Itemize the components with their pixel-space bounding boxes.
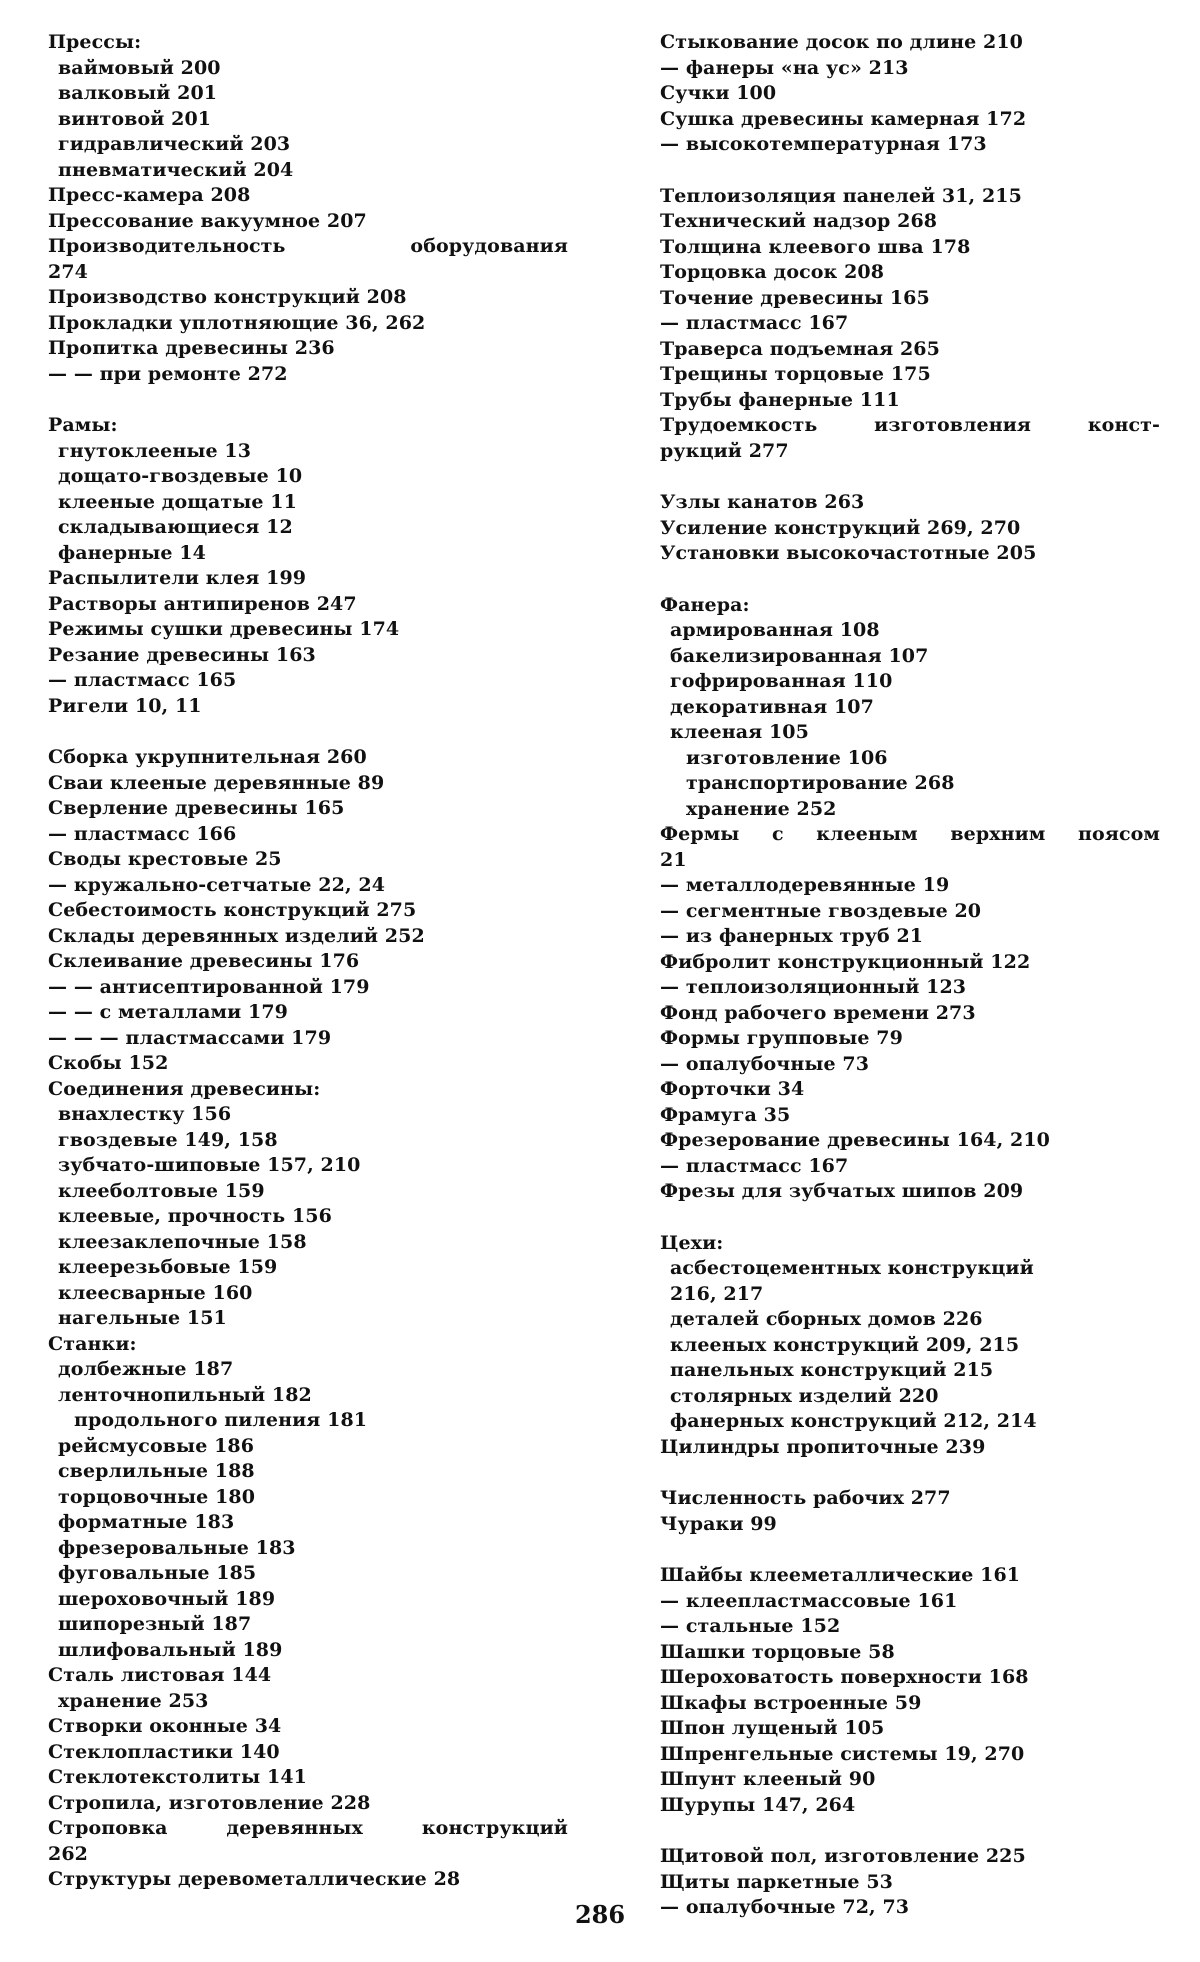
index-entry: Структуры деревометаллические 28 (48, 1868, 461, 1890)
index-entry: Фрамуга 35 (660, 1103, 791, 1126)
index-entry: Производство конструкций 208 (48, 286, 407, 308)
index-entry: Сталь листовая 144 (48, 1664, 272, 1686)
index-entry: — — при ремонте 272 (48, 362, 288, 385)
index-entry: Численность рабочих 277 (660, 1487, 951, 1509)
index-entry: рейсмусовые 186 (58, 1434, 255, 1457)
index-entry: — пластмасс 167 (660, 1154, 849, 1177)
index-entry: — из фанерных труб 21 (660, 925, 924, 947)
index-entry: шлифовальный 189 (58, 1638, 283, 1661)
index-entry: армированная 108 (670, 619, 880, 641)
index-entry: Стыкование досок по длине 210 (660, 31, 1023, 53)
index-gap (660, 158, 1160, 184)
index-entry: Ригели 10, 11 (48, 694, 202, 717)
index-entry: Технический надзор 268 (660, 210, 938, 232)
index-entry: Стеклотекстолиты 141 (48, 1766, 307, 1788)
index-entry: гидравлический 203 (58, 133, 291, 155)
index-entry: Сушка древесины камерная 172 (660, 107, 1027, 130)
index-entry: панельных конструкций 215 (670, 1359, 994, 1381)
index-entry: 216, 217 (670, 1282, 764, 1305)
index-entry: Производительность оборудования (48, 235, 568, 257)
index-entry: Станки: (48, 1332, 137, 1355)
index-entry: — пластмасс 167 (660, 312, 849, 334)
index-entry: Усиление конструкций 269, 270 (660, 516, 1021, 539)
index-entry: нагельные 151 (58, 1307, 227, 1329)
index-entry: Прессование вакуумное 207 (48, 209, 367, 232)
index-entry: Формы групповые 79 (660, 1027, 903, 1049)
index-entry: клееболтовые 159 (58, 1179, 265, 1202)
index-entry: валковый 201 (58, 82, 218, 104)
index-entry: — кружально-сетчатые 22, 24 (48, 873, 386, 896)
index-entry: Теплоизоляция панелей 31, 215 (660, 184, 1022, 207)
index-gap (660, 567, 1160, 593)
index-column-right (660, 30, 1160, 1921)
index-entry: клееных конструкций 209, 215 (670, 1333, 1020, 1356)
index-entry: Торцовка досок 208 (660, 261, 885, 283)
index-entry: Склады деревянных изделий 252 (48, 924, 425, 947)
index-entry: пневматический 204 (58, 158, 294, 181)
index-entry: Точение древесины 165 (660, 286, 930, 309)
index-entry: асбестоцементных конструкций (670, 1257, 1034, 1279)
index-entry: Установки высокочастотные 205 (660, 542, 1037, 564)
index-entry: столярных изделий 220 (670, 1384, 939, 1407)
index-entry: Фермы с клееным верхним поясом (660, 823, 1160, 845)
index-entry: — фанеры «на ус» 213 (660, 56, 909, 79)
index-entry: Фанера: (660, 593, 750, 616)
index-entry: хранение 252 (686, 797, 837, 820)
index-entry: Шпренгельные системы 19, 270 (660, 1742, 1025, 1765)
index-entry: Шайбы клееметаллические 161 (660, 1564, 1021, 1586)
index-entry: Пресс-камера 208 (48, 184, 251, 206)
index-entry: зубчато-шиповые 157, 210 (58, 1154, 361, 1176)
index-entry: бакелизированная 107 (670, 644, 929, 667)
index-column-left (48, 30, 568, 1893)
index-entry: клеерезьбовые 159 (58, 1256, 278, 1278)
index-entry: Шурупы 147, 264 (660, 1793, 856, 1816)
index-entry: Толщина клеевого шва 178 (660, 235, 971, 258)
index-entry: Створки оконные 34 (48, 1715, 282, 1737)
index-entry: Трудоемкость изготовления конст- (660, 414, 1160, 436)
index-entry: клеесварные 160 (58, 1281, 253, 1304)
index-entry: Режимы сушки древесины 174 (48, 618, 400, 640)
index-entry: Сверление древесины 165 (48, 797, 345, 819)
index-entry: клееные дощатые 11 (58, 490, 297, 513)
index-entry: изготовление 106 (686, 746, 888, 769)
index-entry: Щитовой пол, изготовление 225 (660, 1845, 1026, 1867)
index-entry: Распылители клея 199 (48, 567, 307, 589)
index-entry: сверлильные 188 (58, 1460, 255, 1482)
index-entry: Цилиндры пропиточные 239 (660, 1435, 986, 1458)
index-entry: 21 (660, 848, 687, 871)
index-entry: ленточнопильный 182 (58, 1383, 312, 1406)
index-entry: Шашки торцовые 58 (660, 1640, 895, 1663)
index-entry: Склеивание древесины 176 (48, 950, 360, 972)
index-entry: транспортирование 268 (686, 772, 955, 794)
index-entry: Цехи: (660, 1231, 724, 1254)
index-entry: Рамы: (48, 414, 118, 436)
index-entry: — опалубочные 72, 73 (660, 1896, 910, 1918)
index-entry: — металлодеревянные 19 (660, 874, 950, 896)
index-entry: Узлы канатов 263 (660, 491, 865, 513)
index-entry: Прессы: (48, 31, 142, 53)
index-entry: — опалубочные 73 (660, 1052, 870, 1075)
index-entry: Фрезерование древесины 164, 210 (660, 1129, 1050, 1151)
index-entry: продольного пиления 181 (74, 1409, 368, 1431)
index-entry: внахлестку 156 (58, 1103, 232, 1125)
index-entry: Стеклопластики 140 (48, 1740, 280, 1763)
index-entry: ваймовый 200 (58, 56, 221, 79)
index-entry: фрезеровальные 183 (58, 1536, 296, 1559)
index-entry: Шероховатость поверхности 168 (660, 1666, 1029, 1688)
index-entry: 274 (48, 260, 88, 283)
index-entry: Своды крестовые 25 (48, 848, 282, 870)
index-entry: Сборка укрупнительная 260 (48, 746, 367, 768)
index-entry: шероховочный 189 (58, 1587, 276, 1610)
index-entry: фанерных конструкций 212, 214 (670, 1410, 1037, 1432)
index-entry: Чураки 99 (660, 1512, 777, 1535)
index-entry: хранение 253 (58, 1689, 209, 1712)
index-gap (660, 1537, 1160, 1563)
index-entry: Шпунт клееный 90 (660, 1768, 876, 1790)
index-entry: Трубы фанерные 111 (660, 388, 900, 411)
index-entry: Растворы антипиренов 247 (48, 592, 357, 615)
index-entry: Соединения древесины: (48, 1077, 321, 1100)
index-entry: клеезаклепочные 158 (58, 1230, 307, 1253)
index-entry: гнутоклееные 13 (58, 439, 252, 462)
index-entry: Шпон лущеный 105 (660, 1717, 885, 1739)
index-entry: Сучки 100 (660, 82, 777, 104)
index-entry: Траверса подъемная 265 (660, 337, 940, 360)
index-entry: Строповка деревянных конструкций (48, 1817, 568, 1839)
index-entry: гвоздевые 149, 158 (58, 1128, 278, 1151)
index-entry: Фибролит конструкционный 122 (660, 950, 1031, 973)
index-entry: — — с металлами 179 (48, 1001, 288, 1023)
index-entry: торцовочные 180 (58, 1485, 256, 1508)
index-entry: Пропитка древесины 236 (48, 337, 335, 359)
index-entry: винтовой 201 (58, 107, 212, 130)
index-entry: долбежные 187 (58, 1358, 234, 1380)
page-number: 286 (574, 1900, 626, 1929)
index-entry: декоративная 107 (670, 695, 874, 718)
index-entry: Фонд рабочего времени 273 (660, 1001, 976, 1024)
index-entry: фуговальные 185 (58, 1562, 257, 1584)
index-entry: — — — пластмассами 179 (48, 1026, 332, 1049)
index-entry: Трещины торцовые 175 (660, 363, 931, 385)
index-entry: фанерные 14 (58, 541, 206, 564)
index-entry: — сегментные гвоздевые 20 (660, 899, 982, 922)
index-entry: — — антисептированной 179 (48, 975, 370, 998)
index-entry: деталей сборных домов 226 (670, 1308, 983, 1330)
index-entry: дощато-гвоздевые 10 (58, 465, 303, 487)
index-entry: клеевые, прочность 156 (58, 1205, 332, 1227)
index-gap (48, 719, 568, 745)
index-entry: Фрезы для зубчатых шипов 209 (660, 1180, 1024, 1202)
index-entry: — пластмасс 165 (48, 669, 237, 691)
index-gap (660, 464, 1160, 490)
index-entry: Скобы 152 (48, 1052, 169, 1074)
index-entry: Сваи клееные деревянные 89 (48, 771, 385, 794)
index-entry: гофрированная 110 (670, 670, 893, 692)
index-gap (48, 387, 568, 413)
index-entry: — клеепластмассовые 161 (660, 1589, 958, 1612)
index-gap (660, 1460, 1160, 1486)
index-entry: — теплоизоляционный 123 (660, 976, 967, 998)
index-gap (660, 1205, 1160, 1231)
index-entry: Шкафы встроенные 59 (660, 1691, 922, 1714)
index-entry: клееная 105 (670, 721, 809, 743)
index-entry: рукций 277 (660, 439, 789, 462)
index-entry: Себестоимость конструкций 275 (48, 899, 417, 921)
index-entry: Прокладки уплотняющие 36, 262 (48, 311, 426, 334)
index-entry: Щиты паркетные 53 (660, 1870, 893, 1893)
index-entry: — пластмасс 166 (48, 822, 237, 845)
index-entry: шипорезный 187 (58, 1613, 252, 1635)
index-gap (660, 1818, 1160, 1844)
index-entry: Резание древесины 163 (48, 643, 316, 666)
index-entry: складывающиеся 12 (58, 516, 293, 538)
index-entry: — высокотемпературная 173 (660, 133, 987, 155)
index-entry: — стальные 152 (660, 1615, 841, 1637)
index-entry: Стропила, изготовление 228 (48, 1791, 371, 1814)
index-entry: 262 (48, 1842, 88, 1865)
index-entry: форматные 183 (58, 1511, 235, 1533)
index-entry: Форточки 34 (660, 1078, 805, 1100)
